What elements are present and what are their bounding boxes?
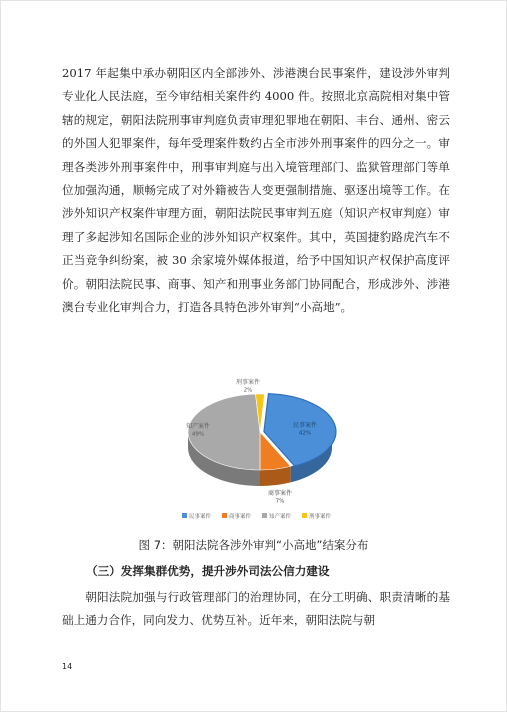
body-paragraph-1: 2017 年起集中承办朝阳区内全部涉外、涉港澳台民事案件，建设涉外审判专业化人民法庭，至今审结相关案件约 4000 件。按照北京高院相对集中管辖的规定，朝阳法院刑事审判庭负责审理犯罪地在朝阳、丰台、通州、密云的外国人犯罪案件，每年受理案件数约占全市涉外刑事案件的四分之一。审理各类涉外刑事案件中，刑事审判庭与出入境管理部门、监狱管理部门等单位加强沟通，顺畅完成了对外籍被告人变更强制措施、驱逐出境等工作。在涉外知识产权案件审理方面，朝阳法院民事审判五庭（知识产权审判庭）审理了多起涉知名国际企业的涉外知识产权案件。其中，英国捷豹路虎汽车不正当竞争纠纷案，被 30 余家境外媒体报道，给予中国知识产权保护高度评价。朝阳法院民事、商事、知产和刑事业务部门协同配合，形成涉外、涉港澳台专业化审判合力，打造各具特色涉外审判“小高地”。 (62, 66, 450, 315)
section-subheading: （三）发挥集群优势，提升涉外司法公信力建设 (86, 564, 330, 578)
legend-swatch-2 (262, 513, 267, 518)
pie-value-label-0: 42% (298, 430, 312, 437)
legend-label-0: 民事案件 (189, 514, 212, 520)
legend-swatch-3 (302, 513, 307, 518)
body-paragraph-2: 朝阳法院加强与行政管理部门的治理协同，在分工明确、职责清晰的基础上通力合作，同向发力、优势互补。近年来，朝阳法院与朝 (62, 590, 450, 628)
figure-caption: 图 7：朝阳法院各涉外审判“小高地”结案分布 (138, 538, 369, 552)
pie-label-3: 刑事案件 (235, 379, 261, 386)
legend-swatch-0 (182, 513, 187, 518)
pie-value-label-3: 2% (243, 387, 253, 394)
pie-label-2: 知产案件 (185, 423, 211, 430)
pie-chart-svg (160, 370, 360, 530)
legend-swatch-1 (222, 513, 227, 518)
legend-label-1: 商事案件 (229, 514, 252, 520)
pie-value-label-1: 7% (275, 498, 285, 505)
case-distribution-pie-chart (160, 370, 360, 530)
pie-label-0: 民事案件 (292, 422, 318, 429)
page-number: 14 (62, 662, 73, 671)
legend-label-3: 刑事案件 (309, 514, 332, 520)
legend-label-2: 知产案件 (269, 514, 292, 520)
pie-label-1: 商事案件 (267, 490, 293, 497)
pie-value-label-2: 49% (191, 431, 205, 438)
